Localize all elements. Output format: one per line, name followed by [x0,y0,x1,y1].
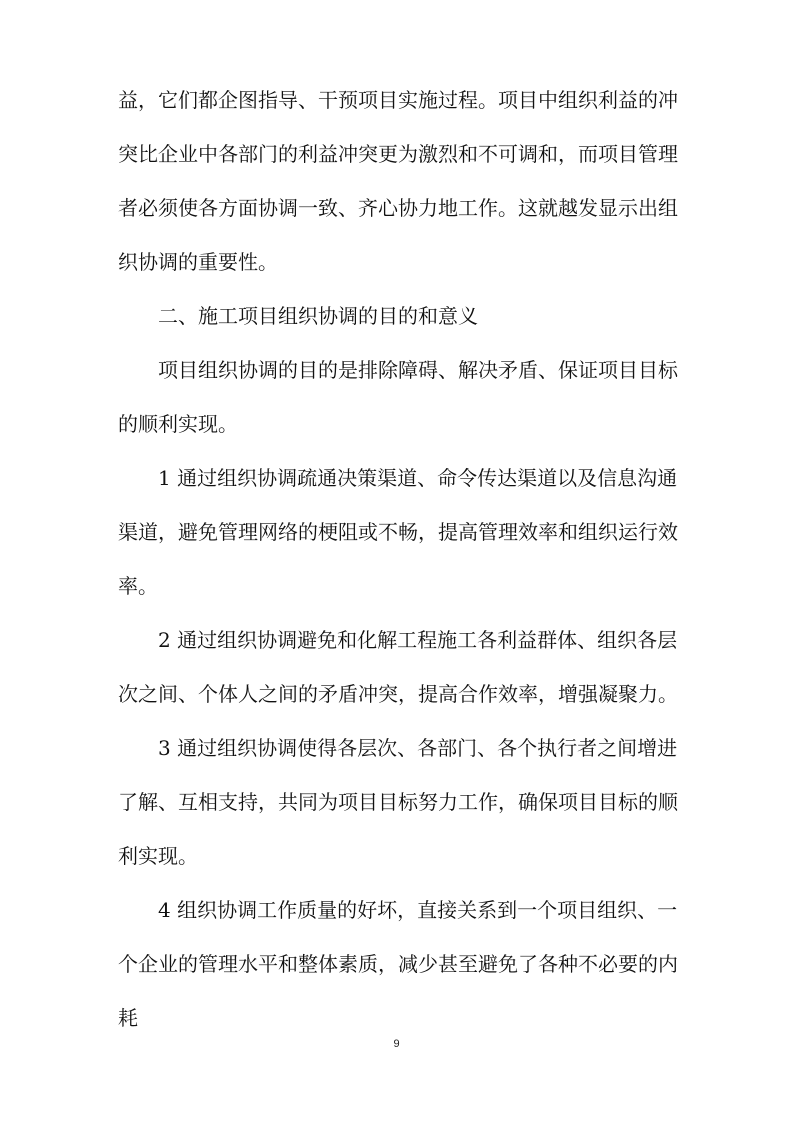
text-line: 2 通过组织协调避免和化解工程施工各利益群体、组织各层 [158,628,678,652]
text-line: 耗 [118,1006,138,1030]
text-line: 二、施工项目组织协调的目的和意义 [158,304,478,328]
paragraph [118,343,678,451]
document-body [118,73,678,1045]
text-line: 利实现。 [118,844,198,868]
paragraph [118,289,674,343]
paragraph [118,451,678,613]
text-line: 者必须使各方面协调一致、齐心协力地工作。这就越发显示出组 [118,196,678,220]
paragraph [118,721,678,883]
text-line: 织协调的重要性。 [118,250,278,274]
text-line: 项目组织协调的目的是排除障碍、解决矛盾、保证项目目标 [158,358,678,382]
paragraph [118,883,678,1045]
text-line: 1 通过组织协调疏通决策渠道、命令传达渠道以及信息沟通 [158,466,678,490]
text-line: 个企业的管理水平和整体素质，减少甚至避免了各种不必要的内 [118,952,678,976]
page-number: 9 [393,1038,400,1050]
text-line: 次之间、个体人之间的矛盾冲突，提高合作效率，增强凝聚力。 [118,682,678,706]
text-line: 突比企业中各部门的利益冲突更为激烈和不可调和，而项目管理 [118,142,678,166]
text-line: 益，它们都企图指导、干预项目实施过程。项目中组织利益的冲 [118,88,678,112]
text-line: 4 组织协调工作质量的好坏，直接关系到一个项目组织、一 [158,898,678,922]
text-line: 的顺利实现。 [118,412,238,436]
text-line: 了解、互相支持，共同为项目目标努力工作，确保项目目标的顺 [118,790,678,814]
text-line: 3 通过组织协调使得各层次、各部门、各个执行者之间增进 [158,736,678,760]
text-line: 率。 [118,574,158,598]
text-line: 渠道，避免管理网络的梗阻或不畅，提高管理效率和组织运行效 [118,520,678,544]
paragraph [118,73,678,289]
paragraph [118,613,678,721]
